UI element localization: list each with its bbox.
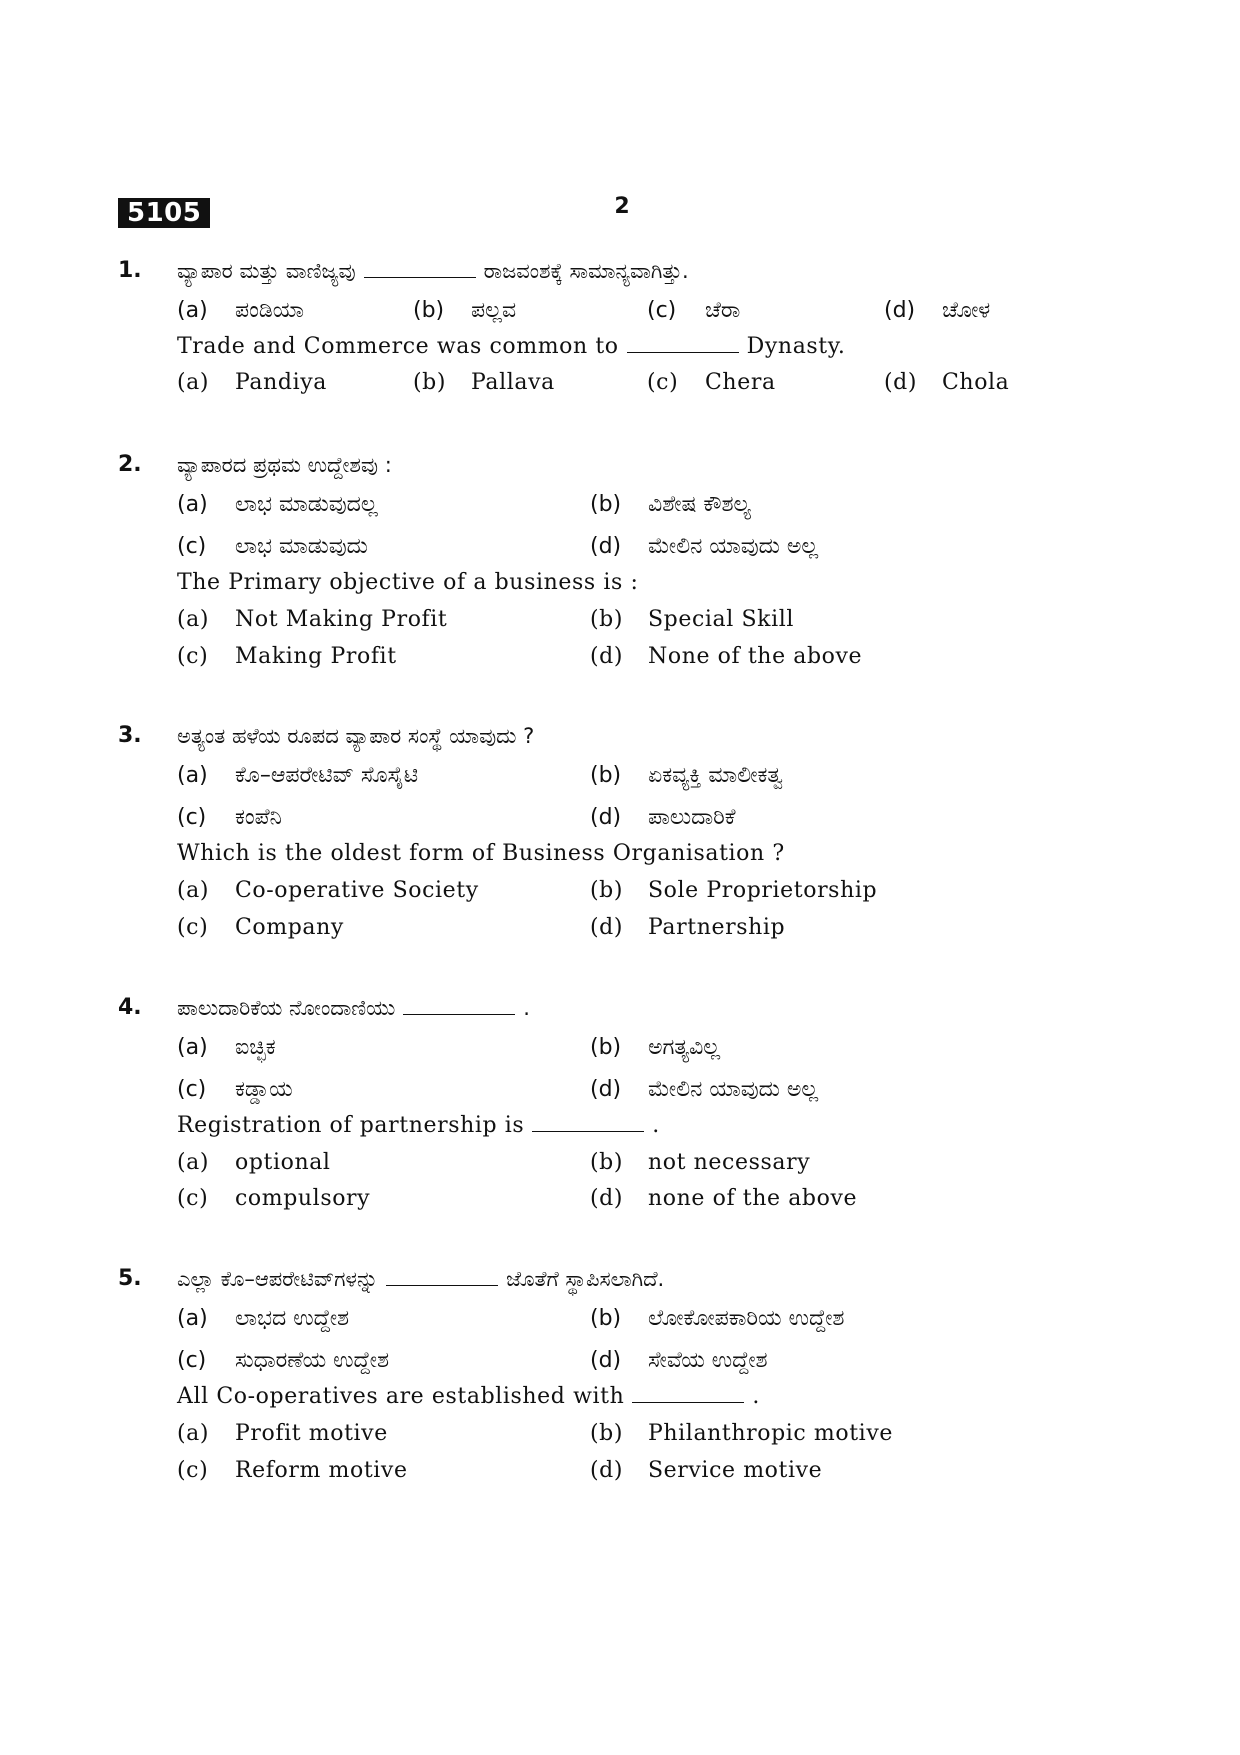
answer-blank [532, 1130, 644, 1132]
question-text-kannada: ಪಾಲುದಾರಿಕೆಯ ನೋಂದಾಣಿಯು . [177, 996, 530, 1020]
question-number: 4. [118, 995, 142, 1020]
answer-blank [386, 1284, 498, 1286]
question-number: 3. [118, 723, 142, 748]
question-number: 2. [118, 452, 142, 477]
question-text-english: The Primary objective of a business is : [177, 570, 639, 595]
page-number: 2 [614, 194, 630, 219]
question-text-kannada: ಅತ್ಯಂತ ಹಳೆಯ ರೂಪದ ವ್ಯಾಪಾರ ಸಂಸ್ಥೆ ಯಾವುದು ? [177, 724, 535, 748]
question-number: 5. [118, 1266, 142, 1291]
paper-code: 5105 [118, 198, 210, 228]
question-text-english: Trade and Commerce was common to Dynasty. [177, 334, 846, 359]
answer-blank [632, 1401, 744, 1403]
question-text-kannada: ವ್ಯಾಪಾರದ ಪ್ರಥಮ ಉದ್ದೇಶವು : [177, 453, 392, 477]
question-text-kannada: ವ್ಯಾಪಾರ ಮತ್ತು ವಾಣಿಜ್ಯವು ರಾಜವಂಶಕ್ಕೆ ಸಾಮಾನ್ಯವಾಗಿತ್ತು. [177, 259, 689, 283]
question-text-english: Registration of partnership is . [177, 1113, 660, 1138]
question-text-kannada: ಎಲ್ಲಾ ಕೊ–ಆಪರೇಟಿವ್‌ಗಳನ್ನು ಜೊತೆಗೆ ಸ್ಥಾಪಿಸಲಾಗಿದೆ. [177, 1267, 665, 1291]
question-number: 1. [118, 258, 142, 283]
answer-blank [364, 276, 476, 278]
question-text-english: All Co-operatives are established with . [177, 1384, 760, 1409]
question-text-english: Which is the oldest form of Business Organisation ? [177, 841, 785, 866]
answer-blank [403, 1013, 515, 1015]
answer-blank [627, 351, 739, 353]
